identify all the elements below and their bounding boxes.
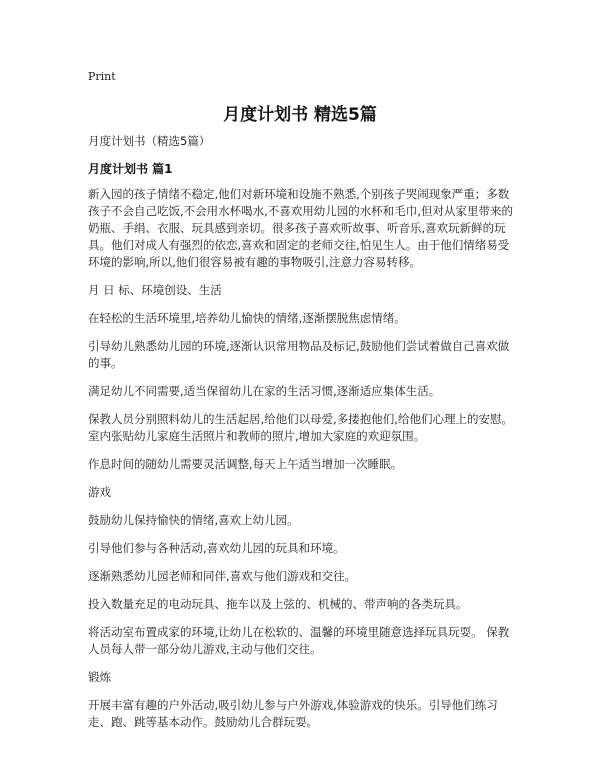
paragraph: 逐渐熟悉幼儿园老师和同伴,喜欢与他们游戏和交往。 xyxy=(88,569,357,583)
paragraph: 投入数量充足的电动玩具、拖车以及上弦的、机械的、带声响的各类玩具。 xyxy=(88,597,468,611)
paragraph-exercise-heading: 锻炼 xyxy=(88,670,111,684)
paragraph-games-heading: 游戏 xyxy=(88,485,111,499)
paragraph: 鼓励幼儿保持愉快的情绪,喜欢上幼儿园。 xyxy=(88,513,299,527)
paragraph: 将活动室布置成家的环境,让幼儿在松软的、温馨的环境里随意选择玩具玩耍。 保教人员每人带一部分幼儿游戏,主动与他们交往。 xyxy=(88,625,510,656)
paragraph-intro: 新入园的孩子情绪不稳定,他们对新环境和设施不熟悉,个别孩子哭闹现象严重；多数孩子不会自己吃饭,不会用水杯喝水,不喜欢用幼儿园的水杯和毛巾,但对从家里带来的奶瓶、手绢、衣服、玩具感到亲切。很多孩子喜欢听故事、听音乐,喜欢玩新鲜的玩具。他们对成人有强烈的依恋,喜欢和固定的老师交往,怕见生人。由于他们情绪易受环境的影响,所以,他们很容易被有趣的事物吸引,注意力容易转移。 xyxy=(88,187,513,269)
section-heading: 月度计划书 篇1 xyxy=(88,162,173,176)
paragraph: 作息时间的随幼儿需要灵活调整,每天上午适当增加一次睡眠。 xyxy=(88,457,403,471)
document-body xyxy=(88,186,520,742)
paragraph: 保教人员分别照料幼儿的生活起居,给他们以母爱,多搂抱他们,给他们心理上的安慰。 室内张贴幼儿家庭生活照片和教师的照片,增加大家庭的欢迎氛围。 xyxy=(88,412,513,443)
paragraph: 在轻松的生活环境里,培养幼儿愉快的情绪,逐渐摆脱焦虑情绪。 xyxy=(88,311,406,325)
document-subtitle: 月度计划书（精选5篇） xyxy=(88,134,211,148)
document-title: 月度计划书 精选5篇 xyxy=(223,105,377,125)
paragraph: 开展丰富有趣的户外活动,吸引幼儿参与户外游戏,体验游戏的快乐。引导他们练习走、跑、跳等基本动作。鼓励幼儿合群玩耍。 xyxy=(88,698,498,729)
paragraph: 引导他们参与各种活动,喜欢幼儿园的玩具和环境。 xyxy=(88,541,345,555)
paragraph: 引导幼儿熟悉幼儿园的环境,逐渐认识常用物品及标记,鼓励他们尝试着做自己喜欢做的事。 xyxy=(88,339,510,370)
paragraph-goals-heading: 月 日 标、环境创设、生活 xyxy=(88,283,222,297)
print-label: Print xyxy=(88,70,116,83)
paragraph: 满足幼儿不同需要,适当保留幼儿在家的生活习惯,逐渐适应集体生活。 xyxy=(88,384,441,398)
